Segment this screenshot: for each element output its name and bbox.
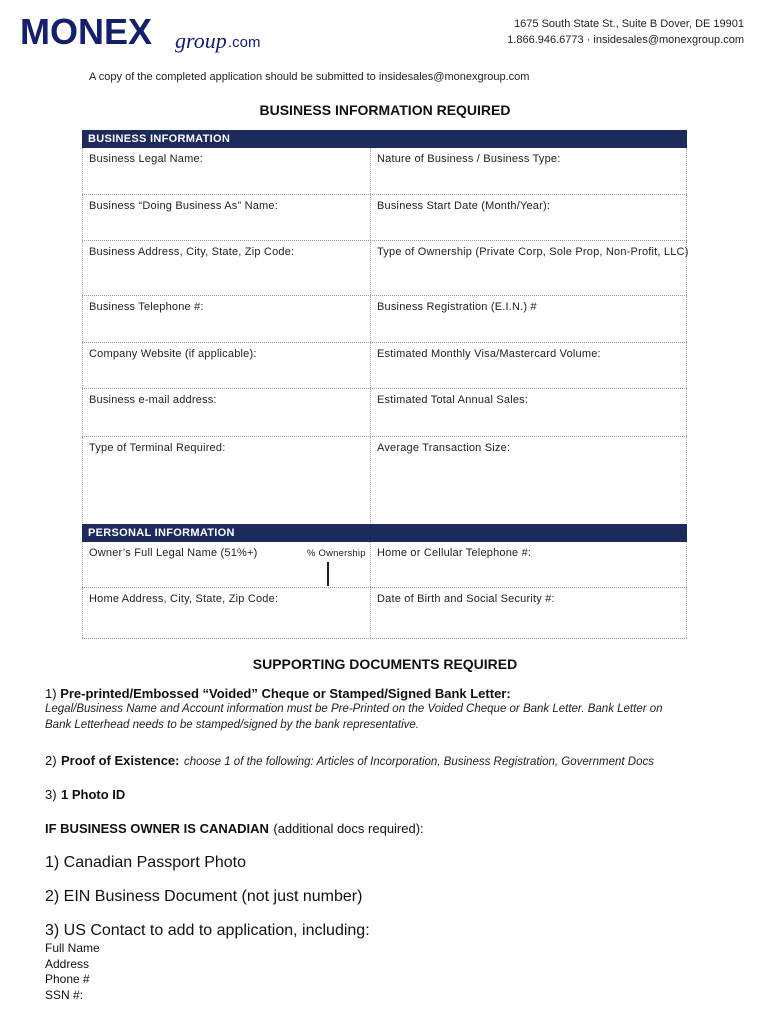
form-row [82, 343, 687, 389]
monthly-volume-field[interactable]: Estimated Monthly Visa/Mastercard Volume: [371, 343, 687, 388]
canadian-title: IF BUSINESS OWNER IS CANADIAN [45, 821, 269, 836]
home-address-field[interactable]: Home Address, City, State, Zip Code: [82, 588, 371, 638]
average-transaction-field[interactable]: Average Transaction Size: [371, 437, 687, 523]
form-row [82, 195, 687, 241]
proof-existence-title: Proof of Existence: [61, 753, 180, 768]
company-address [507, 16, 744, 48]
form-row [82, 241, 687, 296]
voided-cheque-desc-1: Legal/Business Name and Account information must be Pre-Printed on the Voided Cheque or Bank Letter. Bank Letter on [45, 703, 663, 715]
form-row [82, 437, 687, 523]
business-legal-name-field[interactable]: Business Legal Name: [82, 148, 371, 194]
business-start-date-field[interactable]: Business Start Date (Month/Year): [371, 195, 687, 240]
annual-sales-field[interactable]: Estimated Total Annual Sales: [371, 389, 687, 436]
canadian-owner-heading [45, 820, 755, 838]
owner-name-label: Owner’s Full Legal Name (51%+) [89, 547, 258, 559]
address-line-2: 1.866.946.6773 · insidesales@monexgroup.com [507, 34, 744, 46]
owner-name-field[interactable] [82, 542, 371, 587]
ownership-percent-field[interactable] [327, 562, 329, 586]
business-info-title: BUSINESS INFORMATION REQUIRED [259, 102, 511, 118]
logo-group-text: group [175, 28, 227, 53]
doc-item-3 [45, 786, 755, 804]
voided-cheque-title: Pre-printed/Embossed “Voided” Cheque or Stamped/Signed Bank Letter: [60, 686, 511, 701]
canadian-item-3: 3) US Contact to add to application, including: [45, 922, 370, 939]
item-number: 1) [45, 686, 57, 701]
contact-field-full-name: Full Name [45, 941, 100, 955]
home-phone-field[interactable]: Home or Cellular Telephone #: [371, 542, 687, 587]
personal-info-header: PERSONAL INFORMATION [82, 524, 687, 542]
doc-item-2 [45, 752, 755, 770]
ownership-type-field[interactable]: Type of Ownership (Private Corp, Sole Prop, Non-Profit, LLC) [371, 241, 687, 295]
canadian-item-2: 2) EIN Business Document (not just number) [45, 888, 363, 905]
item-number: 2) [45, 753, 57, 768]
doc-item-1 [45, 686, 755, 733]
item-number: 3) [45, 787, 57, 802]
business-email-field[interactable]: Business e-mail address: [82, 389, 371, 436]
form-row [82, 296, 687, 343]
proof-existence-desc: choose 1 of the following: Articles of Incorporation, Business Registration, Government Docs [183, 756, 654, 768]
terminal-type-field[interactable]: Type of Terminal Required: [82, 437, 371, 523]
personal-info-form [82, 524, 687, 639]
form-row [82, 588, 687, 639]
canadian-item-1: 1) Canadian Passport Photo [45, 854, 247, 871]
voided-cheque-desc-2: Bank Letterhead needs to be stamped/signed by the bank representative. [45, 719, 420, 731]
contact-field-address: Address [45, 956, 90, 971]
dob-ssn-field[interactable]: Date of Birth and Social Security #: [371, 588, 687, 638]
nature-of-business-field[interactable]: Nature of Business / Business Type: [371, 148, 687, 194]
business-info-form [82, 130, 687, 523]
ownership-percent-label: % Ownership [307, 548, 366, 559]
canadian-suffix: (additional docs required): [273, 821, 424, 836]
address-line-1: 1675 South State St., Suite B Dover, DE 19901 [514, 18, 744, 30]
photo-id-title: 1 Photo ID [61, 787, 126, 802]
business-info-header: BUSINESS INFORMATION [82, 130, 687, 148]
contact-field-ssn: SSN #: [45, 987, 84, 1002]
us-contact-fields [45, 941, 755, 1003]
form-row [82, 542, 687, 588]
form-row [82, 148, 687, 195]
contact-field-phone: Phone # [45, 972, 90, 986]
supporting-docs-title: SUPPORTING DOCUMENTS REQUIRED [252, 656, 518, 672]
submission-note: A copy of the completed application should be submitted to insidesales@monexgroup.com [89, 71, 530, 83]
business-address-field[interactable]: Business Address, City, State, Zip Code: [82, 241, 371, 295]
form-row [82, 389, 687, 437]
business-telephone-field[interactable]: Business Telephone #: [82, 296, 371, 342]
company-website-field[interactable]: Company Website (if applicable): [82, 343, 371, 388]
ein-field[interactable]: Business Registration (E.I.N.) # [371, 296, 687, 342]
logo-domain-text: .com [228, 34, 261, 51]
logo-brand-text: MONEX [20, 11, 153, 52]
dba-name-field[interactable]: Business “Doing Business As” Name: [82, 195, 371, 240]
